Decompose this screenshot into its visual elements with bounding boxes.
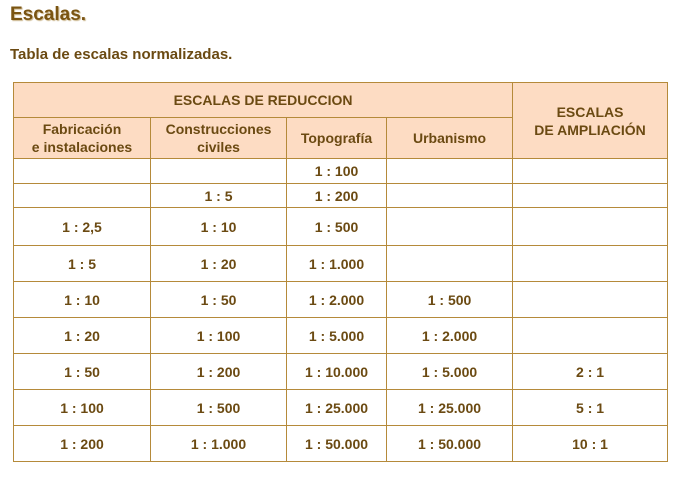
table-cell: 1 : 200 <box>151 354 287 390</box>
table-row <box>14 318 668 354</box>
table-cell <box>513 318 668 354</box>
table-cell: 1 : 2.000 <box>387 318 513 354</box>
table-cell <box>513 208 668 246</box>
table-cell: 1 : 200 <box>14 426 151 462</box>
table-cell: 1 : 10 <box>14 282 151 318</box>
table-row <box>14 184 668 208</box>
table-cell: 1 : 100 <box>151 318 287 354</box>
table-cell: 1 : 1.000 <box>287 246 387 282</box>
scales-table <box>13 82 668 462</box>
table-cell <box>14 159 151 184</box>
table-cell: 1 : 20 <box>14 318 151 354</box>
table-cell <box>513 184 668 208</box>
table-cell: 1 : 100 <box>14 390 151 426</box>
page-title: Escalas. <box>10 4 87 25</box>
table-cell: 1 : 2,5 <box>14 208 151 246</box>
table-cell: 1 : 500 <box>287 208 387 246</box>
table-cell: 1 : 5.000 <box>287 318 387 354</box>
table-cell: 1 : 500 <box>387 282 513 318</box>
table-row <box>14 426 668 462</box>
table-cell <box>387 159 513 184</box>
table-caption: Tabla de escalas normalizadas. <box>10 46 233 63</box>
table-cell: 1 : 2.000 <box>287 282 387 318</box>
column-header-urbanismo <box>387 118 513 159</box>
table-cell <box>14 184 151 208</box>
column-header-line: Topografía <box>300 130 373 146</box>
column-header-fabricacion <box>14 118 151 159</box>
table-cell: 1 : 20 <box>151 246 287 282</box>
table-cell: 1 : 5 <box>14 246 151 282</box>
table-cell <box>387 208 513 246</box>
table-cell <box>513 246 668 282</box>
table-cell: 1 : 50 <box>14 354 151 390</box>
table-cell: 1 : 500 <box>151 390 287 426</box>
column-header-line: e instalaciones <box>31 139 133 155</box>
table-cell: 1 : 5 <box>151 184 287 208</box>
table-cell <box>151 159 287 184</box>
table-row <box>14 208 668 246</box>
table-row <box>14 246 668 282</box>
column-header-line: civiles <box>197 139 240 155</box>
table-cell <box>387 184 513 208</box>
table-cell <box>387 246 513 282</box>
table-cell: 1 : 10 <box>151 208 287 246</box>
table-cell: 1 : 50.000 <box>387 426 513 462</box>
column-header-line: Construcciones <box>165 121 272 137</box>
table-cell: 5 : 1 <box>513 390 668 426</box>
column-header-construcciones <box>151 118 287 159</box>
table-cell <box>513 282 668 318</box>
table-cell: 1 : 25.000 <box>387 390 513 426</box>
table-row <box>14 354 668 390</box>
table-row <box>14 282 668 318</box>
table-cell: 10 : 1 <box>513 426 668 462</box>
table-cell: 1 : 200 <box>287 184 387 208</box>
header-escalas-reduccion: ESCALAS DE REDUCCION <box>14 83 513 118</box>
table-cell: 1 : 1.000 <box>151 426 287 462</box>
column-header-topografia <box>287 118 387 159</box>
header-ampliacion-line1: ESCALAS <box>556 103 624 120</box>
table-cell: 1 : 50 <box>151 282 287 318</box>
table-cell: 1 : 5.000 <box>387 354 513 390</box>
table-body <box>14 159 668 462</box>
column-header-line: Urbanismo <box>412 130 487 146</box>
header-ampliacion-line2: DE AMPLIACIÓN <box>534 121 646 138</box>
table-cell: 1 : 25.000 <box>287 390 387 426</box>
table-cell: 1 : 100 <box>287 159 387 184</box>
header-escalas-ampliacion <box>513 83 668 159</box>
table-cell: 2 : 1 <box>513 354 668 390</box>
column-header-line: Fabricación <box>42 121 122 137</box>
table-cell: 1 : 50.000 <box>287 426 387 462</box>
table-row <box>14 159 668 184</box>
table-cell: 1 : 10.000 <box>287 354 387 390</box>
table-row <box>14 390 668 426</box>
table-cell <box>513 159 668 184</box>
